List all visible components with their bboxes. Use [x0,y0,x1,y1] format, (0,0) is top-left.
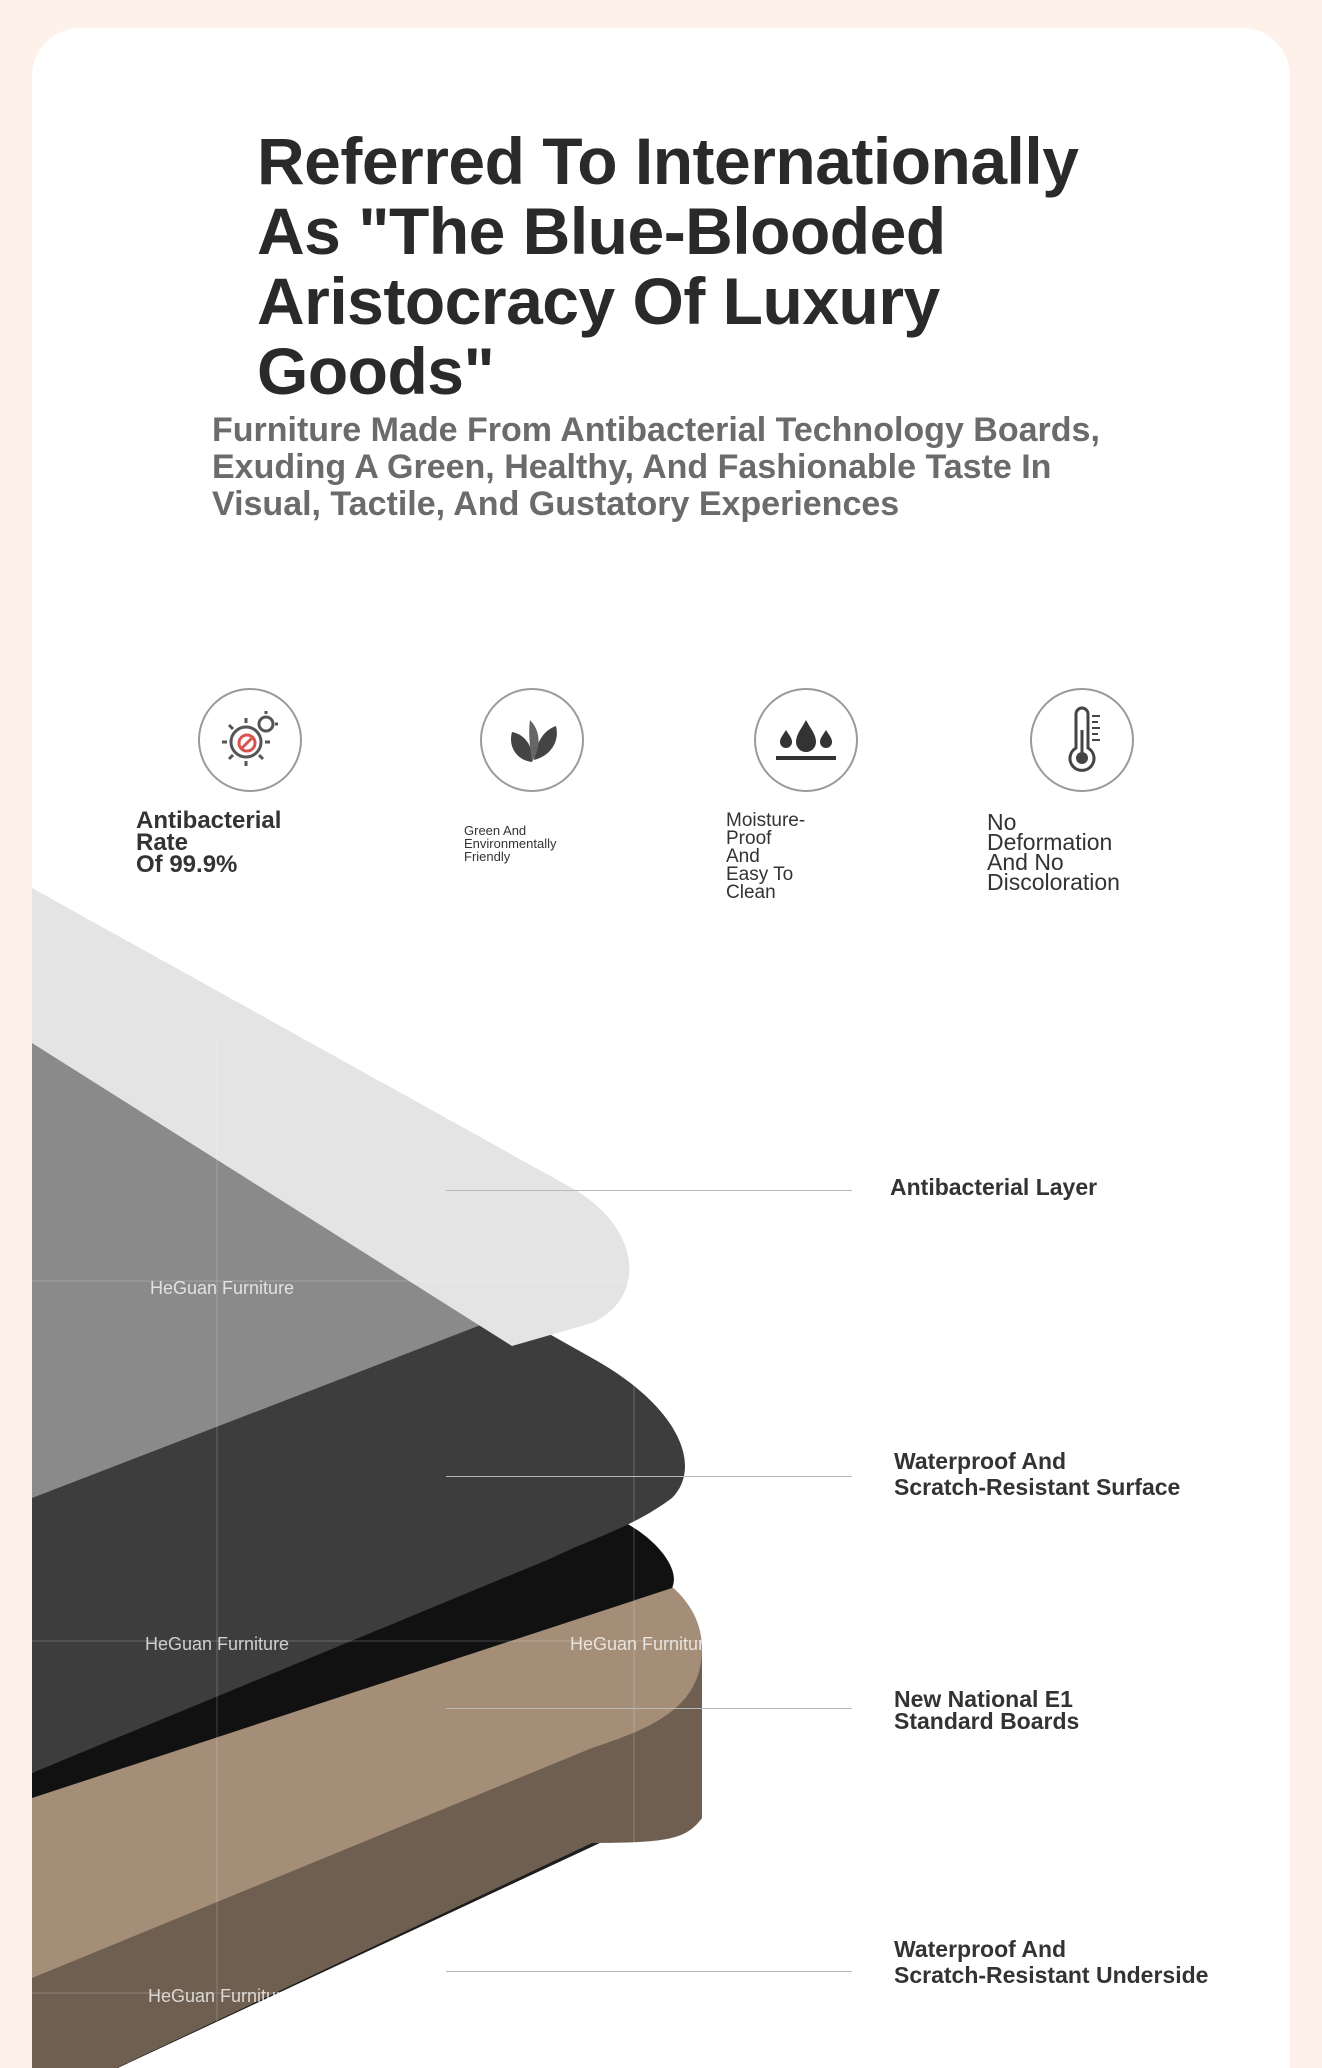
board-layers-illustration [32,28,1290,2068]
layer-label-underside: Waterproof And Scratch-Resistant Underside [894,1936,1209,1988]
subtitle-line: Exuding A Green, Healthy, And Fashionable Taste In [212,448,1052,486]
title-line: Goods" [257,334,495,408]
feature-label: Antibacterial Rate Of 99.9% [136,807,282,878]
leader-line [446,1708,852,1709]
watermark-text: HeGuan Furniture [148,1986,293,2006]
layer-label-antibacterial: Antibacterial Layer [890,1174,1098,1200]
title-line: Referred To Internationally [257,124,1079,198]
watermark-text: HeGuan Furniture [145,1634,290,1654]
leader-line [446,1971,852,1972]
feature-label: Green And Environmentally Friendly [464,823,557,864]
feature-label: No Deformation And No Discoloration [987,809,1120,895]
layer-label-board: New National E1 Standard Boards [894,1686,1080,1734]
leader-line [446,1190,852,1191]
feature-label: Moisture-Proof And Easy To Clean [726,810,806,903]
product-card [32,28,1290,2068]
subtitle-line: Visual, Tactile, And Gustatory Experiences [212,485,900,523]
watermark-text: HeGuan Furniture [150,1278,295,1298]
watermark-text: HeGuan Furniture [570,1634,715,1654]
leader-line [446,1476,852,1477]
subtitle-line: Furniture Made From Antibacterial Technology Boards, [212,411,1100,449]
title-line: As "The Blue-Blooded [257,194,946,268]
layer-label-surface: Waterproof And Scratch-Resistant Surface [894,1448,1181,1500]
title-line: Aristocracy Of Luxury [257,264,940,338]
